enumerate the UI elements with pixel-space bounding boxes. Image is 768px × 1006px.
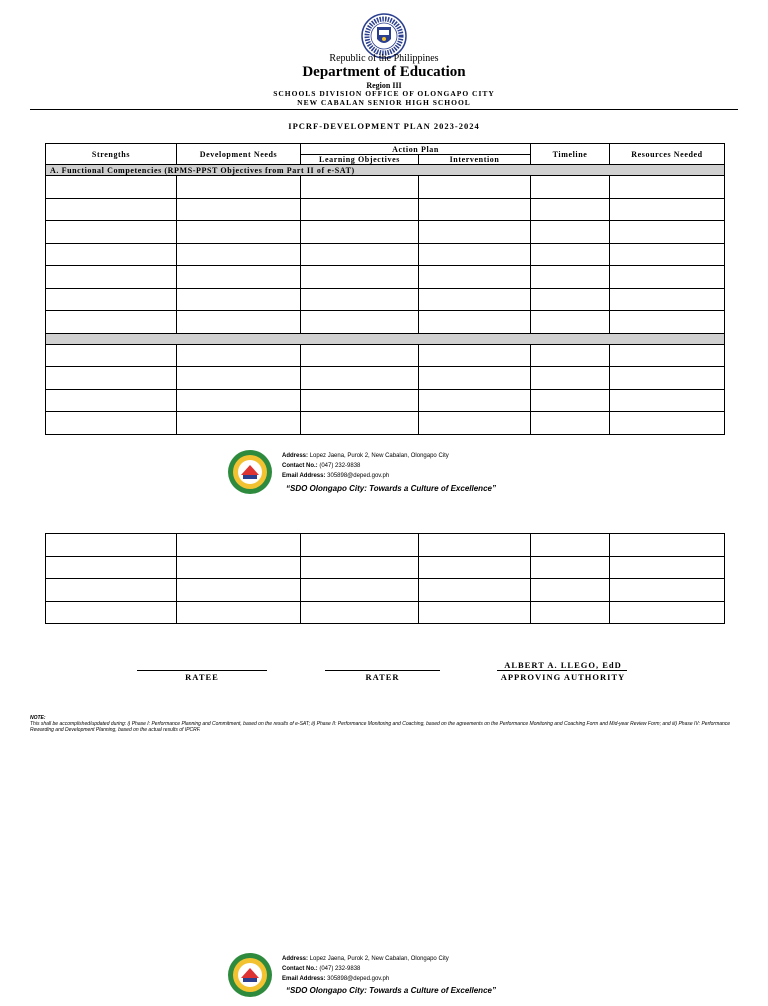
development-plan-table bbox=[45, 143, 725, 435]
col-strengths: Strengths bbox=[46, 144, 177, 165]
table-cell[interactable] bbox=[301, 266, 419, 289]
contact-value: (047) 232-9838 bbox=[319, 966, 361, 972]
table-cell[interactable] bbox=[301, 311, 419, 334]
table-cell[interactable] bbox=[301, 367, 419, 390]
col-intervention: Intervention bbox=[419, 155, 531, 165]
table-row bbox=[46, 288, 725, 311]
table-cell[interactable] bbox=[419, 311, 531, 334]
table-cell[interactable] bbox=[419, 556, 531, 579]
table-row bbox=[46, 601, 725, 624]
table-cell[interactable] bbox=[46, 556, 177, 579]
table-cell[interactable] bbox=[419, 344, 531, 367]
table-cell[interactable] bbox=[177, 198, 301, 221]
section-b-blank bbox=[46, 333, 725, 344]
table-cell[interactable] bbox=[419, 534, 531, 557]
table-cell[interactable] bbox=[177, 311, 301, 334]
table-cell[interactable] bbox=[301, 534, 419, 557]
table-cell[interactable] bbox=[46, 601, 177, 624]
email-label: Email Address: bbox=[282, 976, 326, 982]
table-cell[interactable] bbox=[46, 176, 177, 199]
table-cell[interactable] bbox=[610, 556, 725, 579]
table-cell[interactable] bbox=[177, 601, 301, 624]
table-cell[interactable] bbox=[301, 344, 419, 367]
department-title: Department of Education bbox=[302, 64, 466, 80]
table-cell[interactable] bbox=[531, 534, 610, 557]
table-cell[interactable] bbox=[610, 534, 725, 557]
plan-title: IPCRF-DEVELOPMENT PLAN 2023-2024 bbox=[288, 121, 480, 131]
table-row bbox=[46, 243, 725, 266]
table-cell[interactable] bbox=[419, 367, 531, 390]
table-cell[interactable] bbox=[531, 243, 610, 266]
table-cell[interactable] bbox=[419, 288, 531, 311]
col-timeline: Timeline bbox=[531, 144, 610, 165]
section-a-row bbox=[46, 165, 725, 176]
table-cell[interactable] bbox=[177, 556, 301, 579]
table-cell[interactable] bbox=[46, 534, 177, 557]
table-cell[interactable] bbox=[177, 389, 301, 412]
table-cell[interactable] bbox=[531, 601, 610, 624]
table-cell[interactable] bbox=[531, 389, 610, 412]
table-row bbox=[46, 367, 725, 390]
section-b-row bbox=[46, 333, 725, 344]
region-label: Region III bbox=[366, 81, 402, 90]
table-cell[interactable] bbox=[610, 367, 725, 390]
contact-label: Contact No.: bbox=[282, 966, 318, 972]
table-cell[interactable] bbox=[610, 243, 725, 266]
table-cell[interactable] bbox=[610, 221, 725, 244]
header-divider bbox=[30, 109, 738, 110]
division-label: SCHOOLS DIVISION OFFICE OF OLONGAPO CITY bbox=[273, 89, 495, 98]
table-cell[interactable] bbox=[177, 367, 301, 390]
footer-contact-block bbox=[282, 451, 449, 481]
table-cell[interactable] bbox=[177, 412, 301, 435]
address-value: Lopez Jaena, Purok 2, New Cabalan, Olongapo City bbox=[309, 956, 449, 962]
table-cell[interactable] bbox=[610, 579, 725, 602]
table-cell[interactable] bbox=[46, 579, 177, 602]
table-cell[interactable] bbox=[46, 412, 177, 435]
table-cell[interactable] bbox=[531, 367, 610, 390]
table-cell[interactable] bbox=[419, 176, 531, 199]
table-cell[interactable] bbox=[301, 556, 419, 579]
table-cell[interactable] bbox=[531, 288, 610, 311]
table-cell[interactable] bbox=[301, 176, 419, 199]
table-cell[interactable] bbox=[301, 198, 419, 221]
approver-name: ALBERT A. LLEGO, EdD bbox=[504, 660, 622, 670]
table-cell[interactable] bbox=[419, 579, 531, 602]
table-cell[interactable] bbox=[177, 288, 301, 311]
table-cell[interactable] bbox=[177, 243, 301, 266]
table-cell[interactable] bbox=[419, 412, 531, 435]
table-row bbox=[46, 412, 725, 435]
table-row bbox=[46, 344, 725, 367]
table-cell[interactable] bbox=[177, 266, 301, 289]
table-row bbox=[46, 311, 725, 334]
school-label: NEW CABALAN SENIOR HIGH SCHOOL bbox=[297, 98, 471, 107]
footer-slogan: “SDO Olongapo City: Towards a Culture of Excellence” bbox=[286, 484, 496, 493]
table-row bbox=[46, 221, 725, 244]
address-label: Address: bbox=[282, 956, 309, 962]
note-body: This shall be accomplished/updated during: i) Phase I: Performance Planning and Commitment, based on the results of e-SAT; ii) Phase II: Performance Monitoring and Coaching, based on the agreements on the Performance Monitoring and Coaching Form and Mid-year Review Form; and iii) Phase IV: Performance Rewarding and Development Planning, based on the actual results of IPCRF. bbox=[30, 721, 731, 733]
table-cell[interactable] bbox=[177, 176, 301, 199]
table-cell[interactable] bbox=[531, 556, 610, 579]
address-label: Address: bbox=[282, 453, 309, 459]
table-cell[interactable] bbox=[531, 412, 610, 435]
table-cell[interactable] bbox=[301, 288, 419, 311]
table-cell[interactable] bbox=[177, 579, 301, 602]
table-cell[interactable] bbox=[531, 311, 610, 334]
col-learning-objectives: Learning Objectives bbox=[301, 155, 419, 165]
address-value: Lopez Jaena, Purok 2, New Cabalan, Olongapo City bbox=[309, 453, 449, 459]
table-row bbox=[46, 534, 725, 557]
table-cell[interactable] bbox=[531, 176, 610, 199]
table-cell[interactable] bbox=[531, 344, 610, 367]
table-cell[interactable] bbox=[610, 288, 725, 311]
email-value: 305898@deped.gov.ph bbox=[327, 976, 390, 982]
col-resources-needed: Resources Needed bbox=[610, 144, 725, 165]
table-cell[interactable] bbox=[46, 243, 177, 266]
table-cell[interactable] bbox=[301, 601, 419, 624]
table-cell[interactable] bbox=[531, 198, 610, 221]
contact-label: Contact No.: bbox=[282, 463, 318, 469]
rater-label: RATER bbox=[365, 672, 400, 682]
col-development-needs: Development Needs bbox=[177, 144, 301, 165]
table-cell[interactable] bbox=[531, 266, 610, 289]
table-cell[interactable] bbox=[301, 389, 419, 412]
table-row bbox=[46, 176, 725, 199]
rater-signature-line bbox=[325, 670, 440, 671]
table-cell[interactable] bbox=[46, 367, 177, 390]
email-value: 305898@deped.gov.ph bbox=[327, 473, 390, 479]
continuation-table bbox=[45, 533, 725, 624]
approver-title: APPROVING AUTHORITY bbox=[500, 672, 626, 682]
table-cell[interactable] bbox=[610, 176, 725, 199]
table-cell[interactable] bbox=[419, 243, 531, 266]
republic-label: Republic of the Philippines bbox=[329, 53, 439, 64]
table-row bbox=[46, 579, 725, 602]
table-cell[interactable] bbox=[610, 412, 725, 435]
table-cell[interactable] bbox=[177, 221, 301, 244]
table-cell[interactable] bbox=[46, 198, 177, 221]
table-cell[interactable] bbox=[531, 579, 610, 602]
table-cell[interactable] bbox=[177, 344, 301, 367]
table-cell[interactable] bbox=[177, 534, 301, 557]
email-label: Email Address: bbox=[282, 473, 326, 479]
col-action-plan: Action Plan bbox=[301, 144, 531, 155]
table-cell[interactable] bbox=[46, 221, 177, 244]
table-cell[interactable] bbox=[46, 389, 177, 412]
sdo-olongapo-logo-icon bbox=[227, 449, 273, 495]
table-cell[interactable] bbox=[419, 198, 531, 221]
table-cell[interactable] bbox=[46, 344, 177, 367]
table-cell[interactable] bbox=[301, 221, 419, 244]
table-header-row bbox=[46, 144, 725, 155]
table-cell[interactable] bbox=[610, 198, 725, 221]
table-row bbox=[46, 198, 725, 221]
section-a-label: A. Functional Competencies (RPMS-PPST Objectives from Part II of e-SAT) bbox=[46, 165, 725, 176]
table-cell[interactable] bbox=[46, 311, 177, 334]
note-heading: NOTE: bbox=[30, 715, 46, 721]
sdo-olongapo-logo-icon bbox=[227, 952, 273, 998]
ratee-signature-line bbox=[137, 670, 267, 671]
table-cell[interactable] bbox=[610, 601, 725, 624]
table-cell[interactable] bbox=[610, 266, 725, 289]
table-cell[interactable] bbox=[301, 243, 419, 266]
table-cell[interactable] bbox=[610, 389, 725, 412]
table-cell[interactable] bbox=[301, 579, 419, 602]
table-cell[interactable] bbox=[610, 344, 725, 367]
table-row bbox=[46, 266, 725, 289]
footer-slogan: “SDO Olongapo City: Towards a Culture of Excellence” bbox=[286, 986, 496, 995]
footer-contact-block bbox=[282, 954, 449, 984]
table-cell[interactable] bbox=[419, 389, 531, 412]
contact-value: (047) 232-9838 bbox=[319, 463, 361, 469]
table-cell[interactable] bbox=[610, 311, 725, 334]
table-cell[interactable] bbox=[46, 266, 177, 289]
ratee-label: RATEE bbox=[185, 672, 219, 682]
table-row bbox=[46, 389, 725, 412]
approver-signature-line bbox=[497, 670, 627, 671]
table-cell[interactable] bbox=[46, 288, 177, 311]
table-cell[interactable] bbox=[419, 266, 531, 289]
table-cell[interactable] bbox=[419, 601, 531, 624]
table-cell[interactable] bbox=[419, 221, 531, 244]
table-cell[interactable] bbox=[301, 412, 419, 435]
table-cell[interactable] bbox=[531, 221, 610, 244]
table-row bbox=[46, 556, 725, 579]
